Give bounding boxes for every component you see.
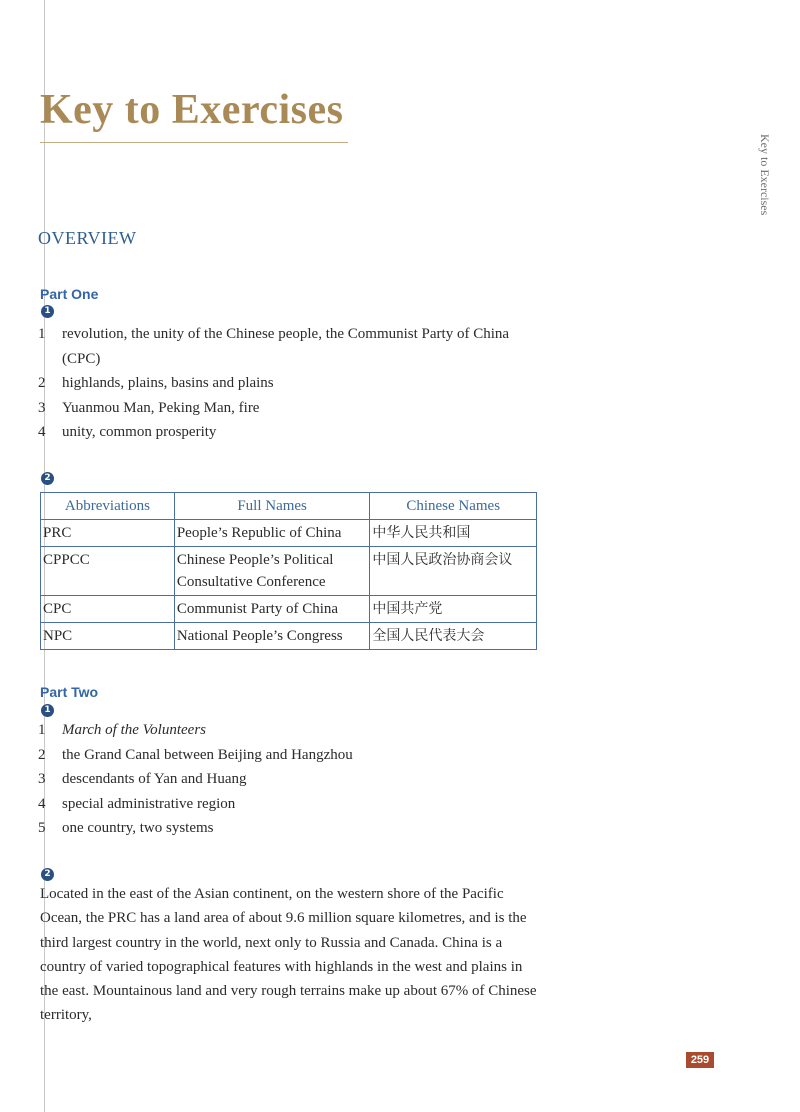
list-item — [38, 816, 542, 841]
part-one-answer-list — [38, 322, 542, 445]
table-cell: CPPCC — [41, 547, 175, 596]
page-number: 259 — [686, 1052, 714, 1068]
list-item — [38, 792, 542, 817]
item-number: 4 — [38, 424, 46, 440]
table-cell: 中华人民共和国 — [370, 520, 537, 547]
item-number: 2 — [38, 375, 46, 391]
table-row — [41, 596, 537, 623]
item-text: Yuanmou Man, Peking Man, fire — [62, 399, 260, 416]
item-text: March of the Volunteers — [62, 722, 207, 738]
table-cell: People’s Republic of China — [174, 520, 370, 547]
list-item — [38, 396, 542, 421]
item-text: one country, two systems — [62, 820, 214, 836]
column-header: Full Names — [174, 493, 370, 520]
part-two-heading: Part Two — [40, 684, 99, 700]
list-item — [38, 322, 542, 371]
item-number: 3 — [38, 771, 46, 787]
exercise-badge-p1-2: 2 — [41, 472, 54, 485]
list-item — [38, 718, 542, 743]
part-one-heading: Part One — [40, 286, 99, 302]
title-underline — [40, 142, 348, 143]
column-header: Abbreviations — [41, 493, 175, 520]
exercise-badge-p1-1: 1 — [41, 305, 54, 318]
section-heading: OVERVIEW — [38, 228, 137, 248]
table-cell: PRC — [41, 520, 175, 547]
item-number: 2 — [38, 746, 46, 763]
table-cell: NPC — [41, 623, 175, 650]
answer-paragraph: Located in the east of the Asian continent, on the western shore of the Pacific Ocean, the PRC has a land area of about 9.6 million square kilometres, and is the third largest country in the world, next only to Russia and Canada. China is a country of varied topographical features with highlands in the west and plains in the east. Mountainous land and very rough terrains make up about 67% of Chinese territory, — [40, 886, 537, 1024]
item-number: 1 — [38, 722, 46, 738]
exercise-badge-p2-2: 2 — [41, 868, 54, 881]
table-cell: 中国人民政治协商会议 — [370, 547, 537, 596]
part-two-answer-list — [38, 718, 542, 841]
table-row — [41, 520, 537, 547]
list-item — [38, 767, 542, 792]
item-text: highlands, plains, basins and plains — [62, 375, 274, 391]
column-header: Chinese Names — [370, 493, 537, 520]
side-tab-label: Key to Exercises — [758, 134, 772, 216]
page-title: Key to Exercises — [40, 87, 344, 133]
table-row — [41, 547, 537, 596]
table-cell: Chinese People’s Political Consultative Conference — [174, 547, 370, 596]
item-number: 3 — [38, 399, 46, 416]
item-number: 1 — [38, 326, 46, 342]
list-item — [38, 743, 542, 768]
exercise-badge-p2-1: 1 — [41, 704, 54, 717]
table-cell: CPC — [41, 596, 175, 623]
table-cell: 全国人民代表大会 — [370, 623, 537, 650]
item-text: revolution, the unity of the Chinese people, the Communist Party of China (CPC) — [62, 326, 510, 367]
table-row — [41, 623, 537, 650]
item-text: unity, common prosperity — [62, 424, 217, 440]
table-cell: 中国共产党 — [370, 596, 537, 623]
table-cell: National People’s Congress — [174, 623, 370, 650]
table-cell: Communist Party of China — [174, 596, 370, 623]
item-text: special administrative region — [62, 795, 236, 812]
item-number: 5 — [38, 820, 46, 836]
list-item — [38, 420, 542, 445]
list-item — [38, 371, 542, 396]
abbreviations-table — [40, 492, 537, 650]
item-text: the Grand Canal between Beijing and Hangzhou — [62, 746, 353, 763]
table-header-row — [41, 493, 537, 520]
item-text: descendants of Yan and Huang — [62, 771, 247, 787]
item-number: 4 — [38, 795, 46, 812]
